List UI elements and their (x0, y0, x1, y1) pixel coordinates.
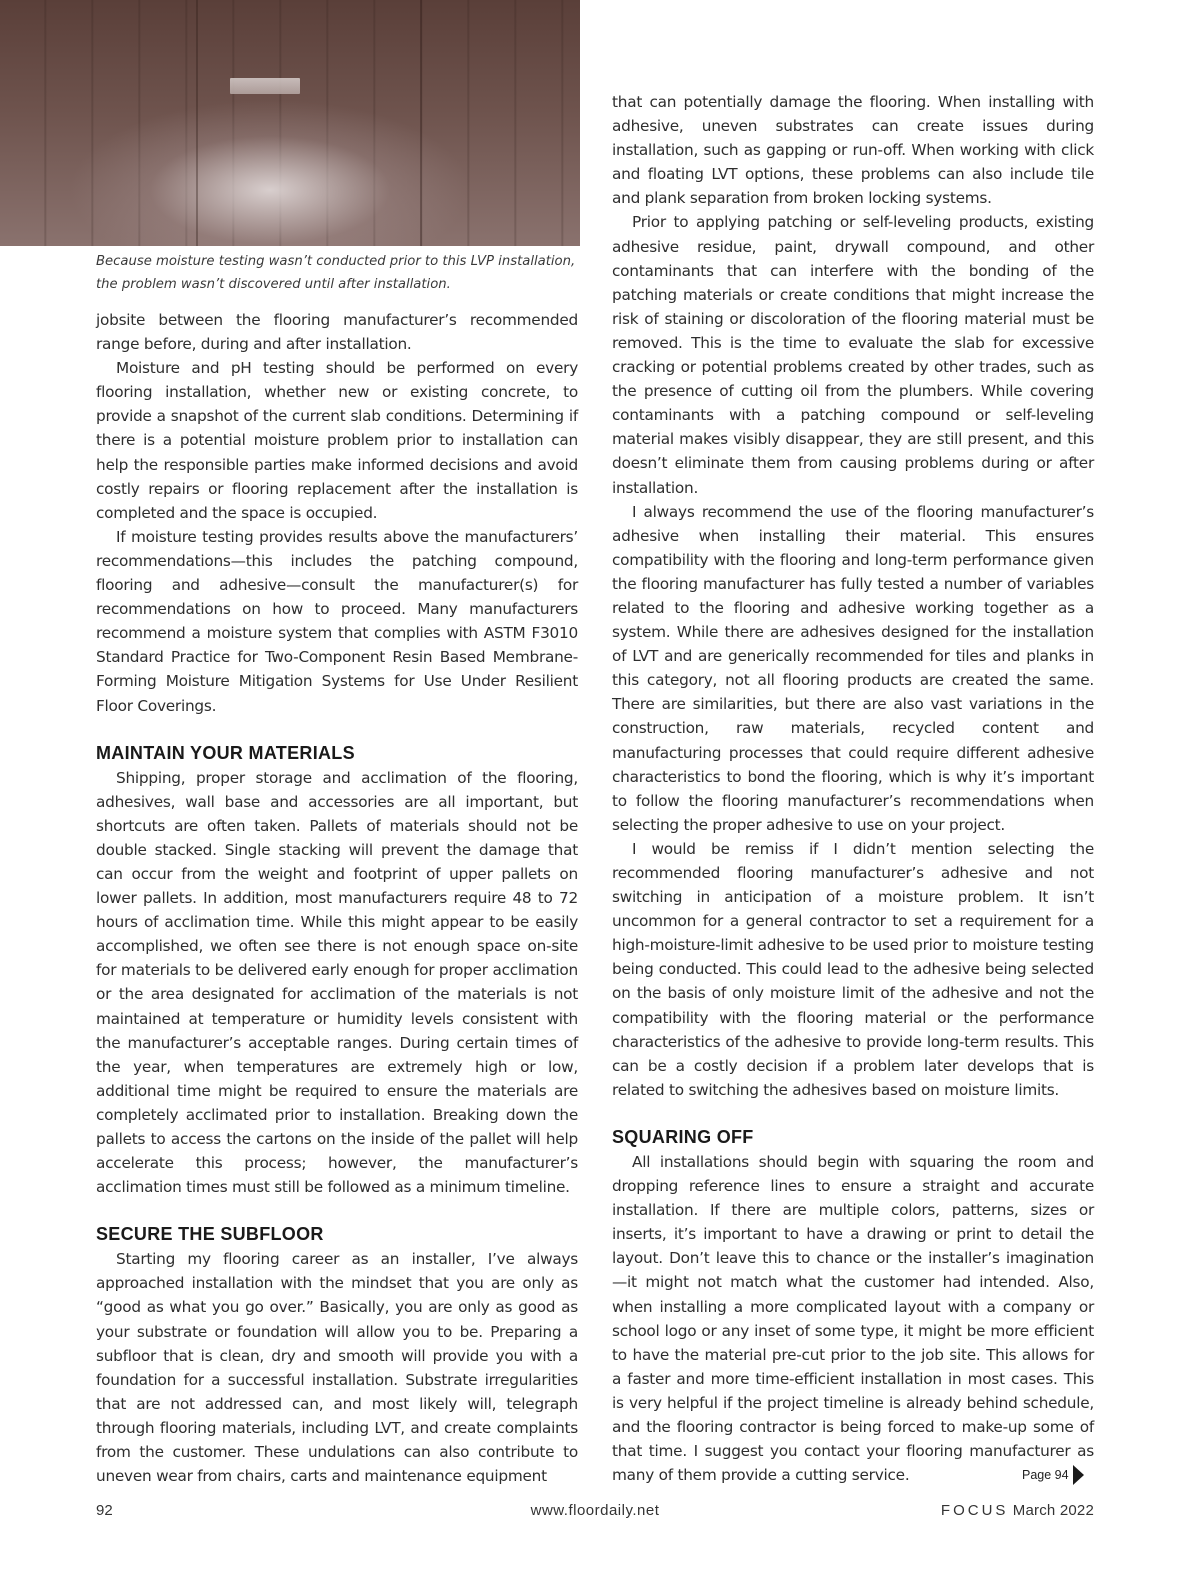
paragraph: I would be remiss if I didn’t mention selecting the recommended flooring manufacturer’s adhesive and not switching in anticipation of a moisture problem. It isn’t uncommon for a general contractor to set a requirement for a high-moisture-limit adhesive to be used prior to moisture testing being conducted. This could lead to the adhesive being selected on the basis of only moisture limit of the adhesive and not the compatibility with the flooring material or the performance characteristics of the adhesive to provide long-term results. This can be a costly decision if a problem later develops that is related to switching the adhesives based on moisture limits. (612, 839, 1094, 1099)
right-column (612, 90, 1094, 1487)
paragraph: Starting my flooring career as an installer, I’ve always approached installation with the mindset that you are only as “good as what you go over.” Basically, you are only as good as your substrate or foundation will allow you to be. Preparing a subfloor that is clean, dry and smooth will provide you with a foundation for a successful installation. Substrate irregularities that are not addressed can, and most likely will, telegraph through flooring materials, including LVT, and create complaints from the customer. These undulations can also contribute to uneven wear from chairs, carts and maintenance equipment (96, 1250, 578, 1486)
plank-seam (420, 0, 422, 246)
page-number: 92 (96, 1502, 113, 1519)
damaged-plank-gap (230, 78, 300, 94)
continued-on-link[interactable] (1022, 1465, 1084, 1485)
section-heading-secure: SECURE THE SUBFLOOR (96, 1224, 324, 1245)
plank-seam (196, 0, 198, 246)
paragraph: jobsite between the flooring manufacturer’s recommended range before, during and after installation. (96, 311, 578, 354)
paragraph: I always recommend the use of the flooring manufacturer’s adhesive when installing their material. This ensures compatibility with the flooring and long-term performance given the flooring manufacturer has fully tested a number of variables related to the flooring and adhesive working together as a system. While there are adhesives designed for the installation of LVT and are generically recommended for tiles and planks in this category, not all flooring products are created the same. There are similarities, but there are also vast variations in the construction, raw materials, recycled content and manufacturing processes that could require different adhesive characteristics to bond the flooring, which is why it’s important to follow the flooring manufacturer’s recommendations when selecting the proper adhesive to use on your project. (612, 502, 1094, 834)
continued-page-label: Page 94 (1022, 1468, 1069, 1482)
paragraph: Prior to applying patching or self-leveling products, existing adhesive residue, paint, drywall compound, and other contaminants that can interfere with the bonding of the patching materials or create conditions that might increase the risk of staining or discoloration of the flooring material must be removed. This is the time to evaluate the slab for excessive cracking or potential problems created by other trades, such as the presence of cutting oil from the plumbers. While covering contaminants with a patching compound or self-leveling material makes visibly disappear, they are still present, and this doesn’t eliminate them from causing problems during or after installation. (612, 213, 1094, 497)
paragraph: Moisture and pH testing should be performed on every flooring installation, whether new or existing concrete, to provide a snapshot of the current slab conditions. Determining if there is a potential moisture problem prior to installation can help the responsible parties make informed decisions and avoid costly repairs or flooring replacement after the installation is completed and the space is occupied. (96, 359, 578, 522)
triangle-right-icon (1073, 1465, 1084, 1485)
left-column (96, 308, 578, 1488)
section-heading-maintain: MAINTAIN YOUR MATERIALS (96, 742, 355, 763)
magazine-title: FOCUS (940, 1502, 1009, 1519)
issue-date: March 2022 (1012, 1502, 1094, 1519)
website-url: www.floordaily.net (530, 1502, 660, 1519)
paragraph: All installations should begin with squaring the room and dropping reference lines to ensure a straight and accurate installation. If there are multiple colors, patterns, sizes or inserts, it’s important to have a drawing or print to detail the layout. Don’t leave this to chance or the installer’s imagination—it might not match what the customer had intended. Also, when installing a more complicated layout with a company or school logo or any inset of some type, it might be more efficient to have the material pre-cut prior to the job site. This allows for a faster and more time-efficient installation in most cases. This is very helpful if the project timeline is already behind schedule, and the flooring contractor is being forced to make-up some of that time. I suggest you contact your flooring manufacturer as many of them provide a cutting service. (612, 1152, 1094, 1485)
section-heading-squaring: SQUARING OFF (612, 1126, 754, 1147)
magazine-issue (941, 1502, 1094, 1519)
flooring-photo (0, 0, 580, 246)
paragraph: Shipping, proper storage and acclimation of the flooring, adhesives, wall base and accessories are all important, but shortcuts are often taken. Pallets of materials should not be double stacked. Single stacking will prevent the damage that can occur from the weight and footprint of upper pallets on lower pallets. In addition, most manufacturers require 48 to 72 hours of acclimation time. While this might appear to be easily accomplished, we often see there is not enough space on-site for materials to be delivered early enough for proper acclimation or the area designated for acclimation of the materials is not maintained at temperature or humidity levels consistent with the manufacturer’s acceptable ranges. During certain times of the year, when temperatures are extremely high or low, additional time might be required to ensure the materials are completely acclimated prior to installation. Breaking down the pallets to access the cartons on the inside of the pallet will help accelerate this process; however, the manufacturer’s acclimation times must still be followed as a minimum timeline. (96, 768, 578, 1197)
paragraph: that can potentially damage the flooring. When installing with adhesive, uneven substrates can create issues during installation, such as gapping or run-off. When working with click and floating LVT options, these problems can also include tile and plank separation from broken locking systems. (612, 93, 1094, 208)
photo-caption: Because moisture testing wasn’t conducted prior to this LVP installation, the problem wasn’t discovered until after installation. (96, 254, 576, 292)
paragraph: If moisture testing provides results above the manufacturers’ recommendations—this includes the patching compound, flooring and adhesive—consult the manufacturer(s) for recommendations on how to proceed. Many manufacturers recommend a moisture system that complies with ASTM F3010 Standard Practice for Two-Component Resin Based Membrane-Forming Moisture Mitigation Systems for Use Under Resilient Floor Coverings. (96, 527, 578, 715)
